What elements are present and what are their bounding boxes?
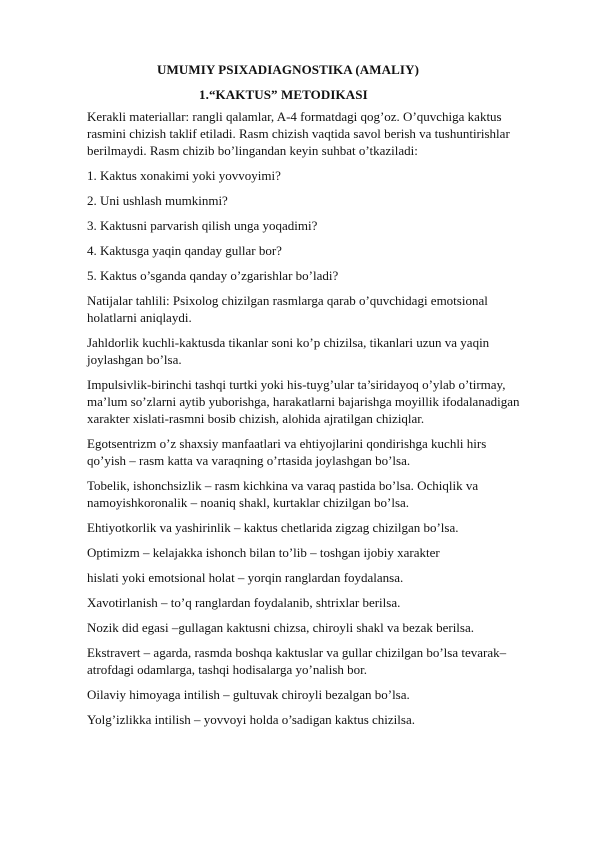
- paragraph-line: Oilaviy himoyaga intilish – gultuvak chiroyli bezalgan bo’lsa.: [87, 687, 410, 702]
- paragraph-line: 1. Kaktus xonakimi yoki yovvoyimi?: [87, 168, 281, 183]
- paragraph-line: 2. Uni ushlash mumkinmi?: [87, 193, 228, 208]
- paragraph: [87, 519, 527, 536]
- paragraph: [87, 477, 527, 511]
- paragraph-line: joylashgan bo’lsa.: [87, 352, 182, 367]
- paragraph-line: Kerakli materiallar: rangli qalamlar, A-4 formatdagi qog’oz. O’quvchiga kaktus: [87, 109, 502, 124]
- paragraph: [87, 686, 527, 703]
- paragraph: [87, 594, 527, 611]
- paragraph: [87, 544, 527, 561]
- paragraph-line: berilmaydi. Rasm chizib bo’lingandan keyin suhbat o’tkaziladi:: [87, 143, 418, 158]
- paragraph: [87, 569, 527, 586]
- paragraph: [87, 711, 527, 728]
- paragraph: [87, 217, 527, 234]
- paragraph-line: Impulsivlik-birinchi tashqi turtki yoki his-tuyg’ular ta’siridayoq o’ylab o’tirmay,: [87, 377, 506, 392]
- paragraph: [87, 334, 527, 368]
- paragraph: [87, 167, 527, 184]
- paragraph-line: Egotsentrizm o’z shaxsiy manfaatlari va ehtiyojlarini qondirishga kuchli hirs: [87, 436, 487, 451]
- paragraph-line: Ehtiyotkorlik va yashirinlik – kaktus chetlarida zigzag chizilgan bo’lsa.: [87, 520, 459, 535]
- paragraph-line: 4. Kaktusga yaqin qanday gullar bor?: [87, 243, 282, 258]
- paragraph: [87, 192, 527, 209]
- paragraph-line: xarakter xislati-rasmni bosib chizish, alohida ajratilgan chiziqlar.: [87, 411, 425, 426]
- document-title: UMUMIY PSIXADIAGNOSTIKA (AMALIY): [157, 62, 419, 77]
- paragraph-line: rasmini chizish taklif etiladi. Rasm chizish vaqtida savol berish va tushuntirishlar: [87, 126, 510, 141]
- document-body: [87, 108, 527, 728]
- paragraph-line: Nozik did egasi –gullagan kaktusni chizsa, chiroyli shakl va bezak berilsa.: [87, 620, 474, 635]
- paragraph: [87, 108, 527, 159]
- paragraph-line: hislati yoki emotsional holat – yorqin ranglardan foydalansa.: [87, 570, 404, 585]
- paragraph-line: atrofdagi odamlarga, tashqi hodisalarga yo’nalish bor.: [87, 662, 368, 677]
- paragraph: [87, 376, 527, 427]
- paragraph-line: ma’lum so’zlarni aytib yuborishga, harakatlarni bajarishga moyillik ifodalanadigan: [87, 394, 520, 409]
- paragraph: [87, 292, 527, 326]
- paragraph-line: Optimizm – kelajakka ishonch bilan to’lib – toshgan ijobiy xarakter: [87, 545, 440, 560]
- paragraph-line: 3. Kaktusni parvarish qilish unga yoqadimi?: [87, 218, 318, 233]
- paragraph-line: namoyishkoronalik – noaniq shakl, kurtaklar chizilgan bo’lsa.: [87, 495, 410, 510]
- paragraph: [87, 435, 527, 469]
- paragraph-line: Ekstravert – agarda, rasmda boshqa kaktuslar va gullar chizilgan bo’lsa tevarak–: [87, 645, 507, 660]
- paragraph-line: 5. Kaktus o’sganda qanday o’zgarishlar bo’ladi?: [87, 268, 339, 283]
- paragraph-line: Xavotirlanish – to’q ranglardan foydalanib, shtrixlar berilsa.: [87, 595, 401, 610]
- paragraph: [87, 267, 527, 284]
- paragraph: [87, 242, 527, 259]
- section-heading: 1.“KAKTUS” METODIKASI: [199, 87, 368, 102]
- paragraph-line: Yolg’izlikka intilish – yovvoyi holda o’sadigan kaktus chizilsa.: [87, 712, 415, 727]
- paragraph: [87, 644, 527, 678]
- paragraph-line: qo’yish – rasm katta va varaqning o’rtasida joylashgan bo’lsa.: [87, 453, 411, 468]
- paragraph: [87, 619, 527, 636]
- paragraph-line: Tobelik, ishonchsizlik – rasm kichkina va varaq pastida bo’lsa. Ochiqlik va: [87, 478, 479, 493]
- paragraph-line: holatlarni aniqlaydi.: [87, 310, 192, 325]
- paragraph-line: Jahldorlik kuchli-kaktusda tikanlar soni ko’p chizilsa, tikanlari uzun va yaqin: [87, 335, 490, 350]
- paragraph-line: Natijalar tahlili: Psixolog chizilgan rasmlarga qarab o’quvchidagi emotsional: [87, 293, 488, 308]
